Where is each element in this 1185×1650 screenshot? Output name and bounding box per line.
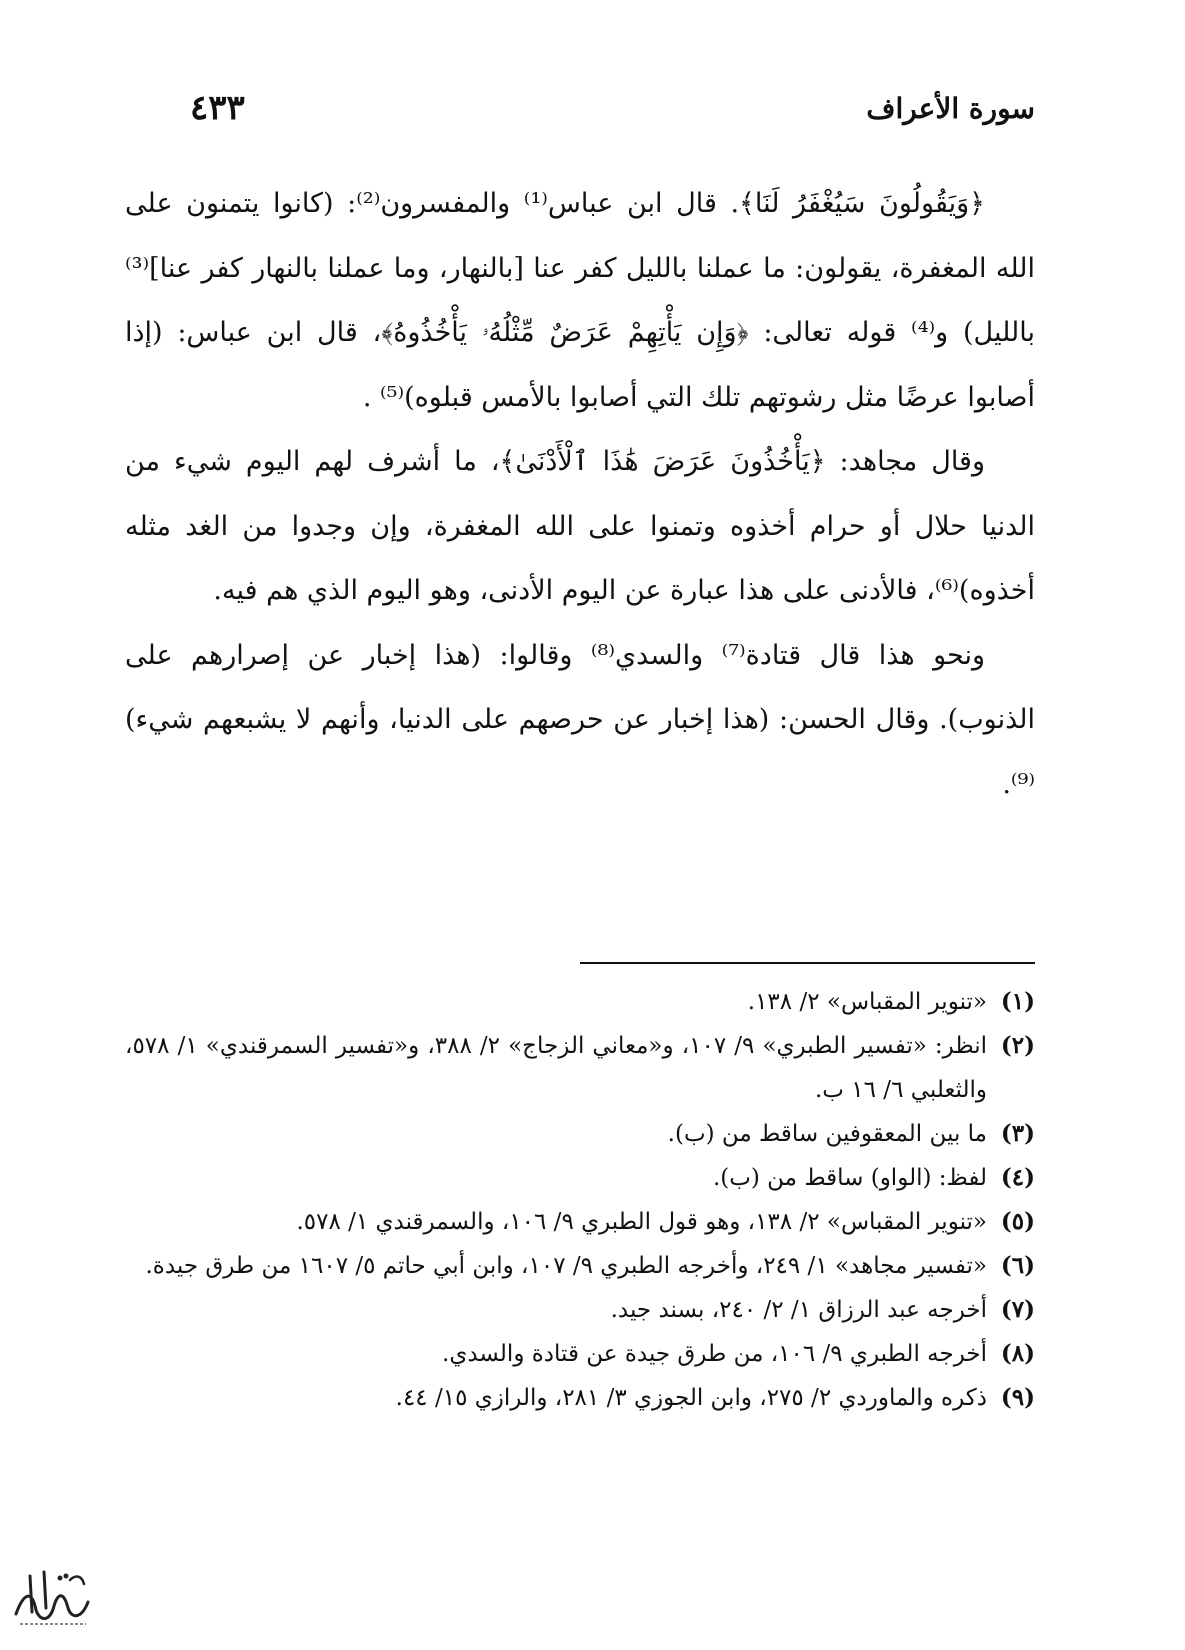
footnote-number: (١) — [1000, 988, 1035, 1015]
footnote — [125, 1200, 1035, 1244]
footnote — [125, 1376, 1035, 1420]
footnote-number: (٩) — [1000, 1384, 1035, 1411]
footnote-divider — [580, 962, 1035, 964]
paragraph: ونحو هذا قال قتادة⁽⁷⁾ والسدي⁽⁸⁾ وقالوا: (هذا إخبار عن إصرارهم على الذنوب). وقال الحسن: (هذا إخبار عن حرصهم على الدنيا، وأنهم لا يشبعهم شيء)⁽⁹⁾. — [125, 639, 1035, 800]
footnote-number: (٥) — [1000, 1208, 1035, 1235]
footnote-number: (٨) — [1000, 1340, 1035, 1367]
footnote-text: لفظ: (الواو) ساقط من (ب). — [712, 1165, 987, 1191]
paragraph: وقال مجاهد: ﴿يَأْخُذُونَ عَرَضَ هَٰذَا ٱلْأَدْنَىٰ﴾، ما أشرف لهم اليوم شيء من الدنيا حلال أو حرام أخذوه وتمنوا على الله المغفرة، وإن وجدوا من الغد مثله أخذوه)⁽⁶⁾، فالأدنى على هذا عبارة عن اليوم الأدنى، وهو اليوم الذي هم فيه. — [125, 446, 1035, 606]
footnote — [125, 1156, 1035, 1200]
main-text — [125, 172, 1035, 817]
footnote-number: (٤) — [1000, 1164, 1035, 1191]
footnote — [125, 1332, 1035, 1376]
footnote-text: «تنوير المقباس» ٢/ ١٣٨، وهو قول الطبري ٩/ ١٠٦، والسمرقندي ١/ ٥٧٨. — [296, 1209, 987, 1235]
almostafa-calligraphy-logo-icon — [10, 1562, 96, 1632]
footnote-text: انظر: «تفسير الطبري» ٩/ ١٠٧، و«معاني الزجاج» ٢/ ٣٨٨، و«تفسير السمرقندي» ١/ ٥٧٨، والثعلبي ٦/ ١٦ ب. — [125, 1033, 987, 1103]
footnote-text: «تنوير المقباس» ٢/ ١٣٨. — [747, 989, 987, 1015]
footnote — [125, 1112, 1035, 1156]
footnotes-section — [125, 980, 1035, 1420]
footnote-text: ذكره والماوردي ٢/ ٢٧٥، وابن الجوزي ٣/ ٢٨١، والرازي ١٥/ ٤٤. — [395, 1385, 987, 1411]
footnote-number: (٦) — [1000, 1252, 1035, 1279]
footnote — [125, 1244, 1035, 1288]
footnote-text: أخرجه عبد الرزاق ١/ ٢/ ٢٤٠، بسند جيد. — [610, 1297, 987, 1323]
page-header — [190, 88, 1035, 136]
footnote — [125, 1024, 1035, 1112]
footnote-number: (٧) — [1000, 1296, 1035, 1323]
footnote — [125, 1288, 1035, 1332]
footnote-number: (٢) — [1000, 1032, 1035, 1059]
footnote-text: ما بين المعقوفين ساقط من (ب). — [667, 1121, 987, 1147]
surah-title: سورة الأعراف — [866, 92, 1035, 125]
footnote-number: (٣) — [1000, 1120, 1035, 1147]
footnote-text: «تفسير مجاهد» ١/ ٢٤٩، وأخرجه الطبري ٩/ ١٠٧، وابن أبي حاتم ٥/ ١٦٠٧ من طرق جيدة. — [145, 1253, 987, 1279]
footnote — [125, 980, 1035, 1024]
page-number: ٤٣٣ — [190, 88, 245, 128]
footnote-text: أخرجه الطبري ٩/ ١٠٦، من طرق جيدة عن قتادة والسدي. — [442, 1341, 987, 1367]
paragraph: ﴿وَيَقُولُونَ سَيُغْفَرُ لَنَا﴾. قال ابن عباس⁽¹⁾ والمفسرون⁽²⁾: (كانوا يتمنون على الله المغفرة، يقولون: ما عملنا بالليل كفر عنا [بالنهار، وما عملنا بالنهار كفر عنا]⁽³⁾ بالليل) و⁽⁴⁾ قوله تعالى: ﴿وَإِن يَأْتِهِمْ عَرَضٌ مِّثْلُهُۥ يَأْخُذُوهُ﴾، قال ابن عباس: (إذا أصابوا عرضًا مثل رشوتهم تلك التي أصابوا بالأمس قبلوه)⁽⁵⁾ . — [125, 188, 1036, 413]
